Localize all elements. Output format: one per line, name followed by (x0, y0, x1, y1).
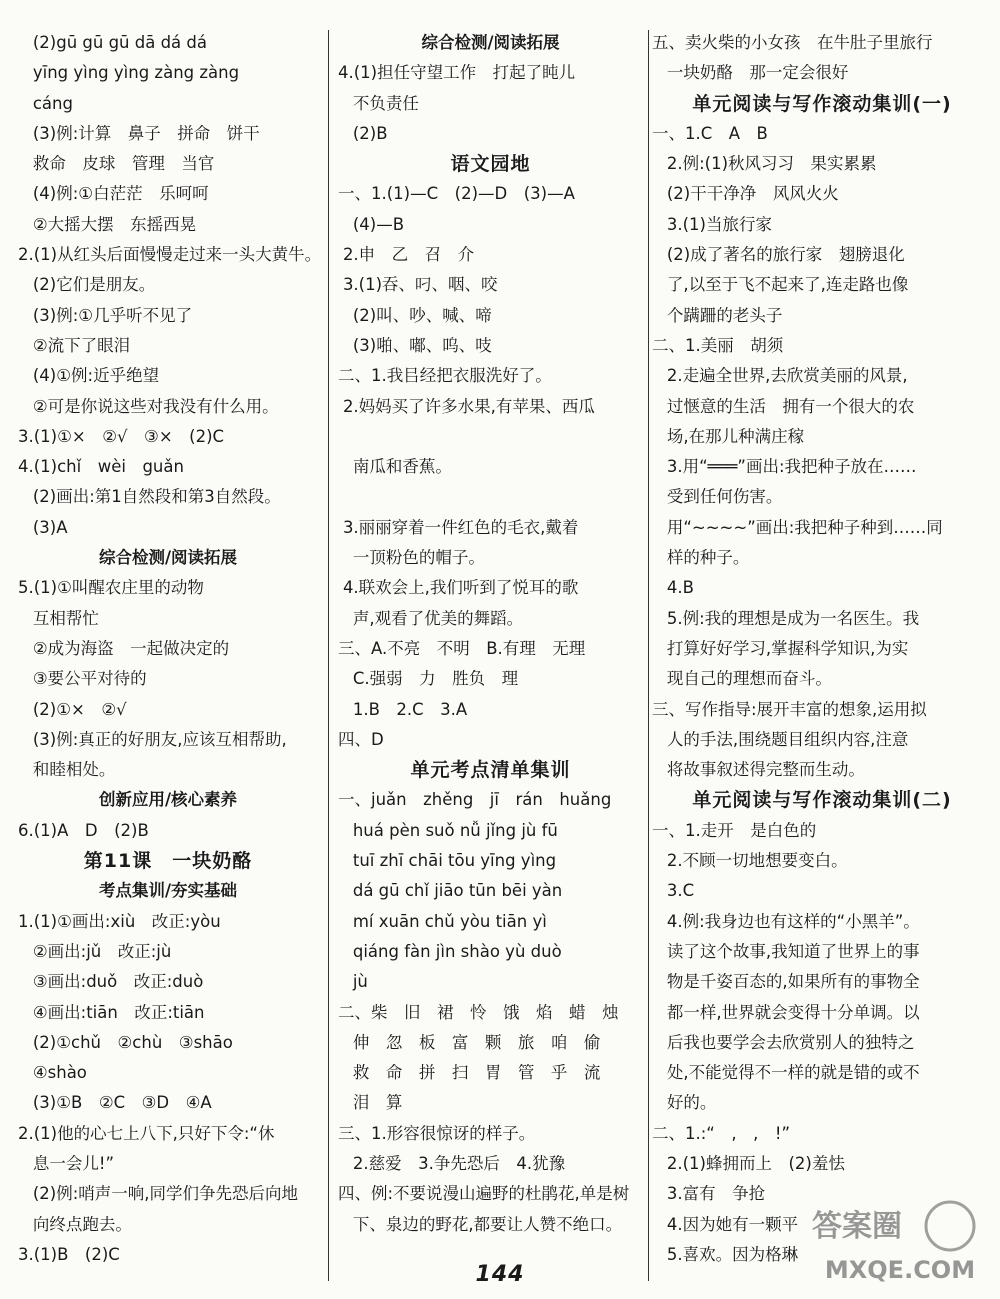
section-heading: 综合检测/阅读拓展 (421, 33, 560, 52)
answer-line: (2)画出:第1自然段和第3自然段。 (32, 487, 281, 507)
answer-line: 打算好好学习,掌握科学知识,为实 (666, 638, 909, 658)
answer-line: 3.(1)吞、叼、咽、咬 (342, 275, 498, 295)
answer-line: (3)①B ②C ③D ④A (32, 1093, 212, 1113)
answer-line: 二、1.:“ , , !” (652, 1123, 791, 1143)
answer-line: ②画出:jǔ 改正:jù (32, 941, 172, 961)
answer-line: (3)啪、嘟、呜、吱 (352, 335, 492, 355)
answer-line: 将故事叙述得完整而生动。 (666, 760, 865, 780)
answer-line: (2)它们是朋友。 (32, 275, 156, 295)
answer-line: 人的手法,围绕题目组织内容,注意 (666, 729, 909, 749)
answer-line: dá gū chǐ jiāo tūn bēi yàn (352, 881, 563, 901)
answer-line: 2.(1)蜂拥而上 (2)羞怯 (666, 1153, 845, 1173)
answer-line: 二、1.美丽 胡须 (652, 335, 784, 355)
answer-line: 一顶粉色的帽子。 (352, 548, 485, 568)
answer-line: (2)成了著名的旅行家 翅膀退化 (666, 245, 905, 265)
answer-line: huá pèn suǒ nǚ jǐng jù fū (352, 820, 558, 840)
answer-line: 2.不顾一切地想要变白。 (666, 851, 848, 871)
section-title: 单元阅读与写作滚动集训(一) (692, 92, 952, 115)
answer-line: 二、1.我㠯经把衣服洗好了。 (338, 366, 552, 386)
answer-line: ④画出:tiān 改正:tiān (32, 1002, 205, 1022)
answer-line: 互相帮忙 (32, 608, 99, 628)
answer-line: (2)①chǔ ②chù ③shāo (32, 1032, 233, 1052)
answer-line: ②流下了眼泪 (32, 335, 131, 355)
answer-line: 救命 皮球 管理 当官 (32, 154, 215, 174)
section-title: 语文园地 (450, 153, 531, 176)
answer-line: 四、例:不要说漫山遍野的杜鹃花,单是树 (338, 1184, 630, 1204)
answer-line: 用“~~~~”画出:我把种子种到……同 (666, 517, 943, 537)
answer-line: (2)叫、吵、喊、啼 (352, 305, 492, 325)
answer-line: 5.例:我的理想是成为一名医生。我 (666, 608, 920, 628)
answer-line: 3.富有 争抢 (666, 1184, 766, 1204)
answer-line: 4.例:我身边也有这样的“小黑羊”。 (666, 911, 920, 931)
answer-line: 三、1.形容很惊讶的样子。 (338, 1123, 536, 1143)
answer-line: 5.喜欢。因为格琳 (666, 1244, 799, 1264)
answer-line: 一、1.C A B (652, 123, 768, 143)
answer-line: 声,观看了优美的舞蹈。 (352, 608, 524, 628)
answer-line: 过惬意的生活 拥有一个很大的农 (666, 396, 915, 416)
answer-line: 3.(1)当旅行家 (666, 214, 772, 234)
answer-line: 一、juǎn zhěng jī rán huǎng (338, 790, 612, 810)
answer-line: 三、写作指导:展开丰富的想象,运用拟 (652, 699, 927, 719)
page-number: 144 (475, 1262, 525, 1287)
answer-line: 2.例:(1)秋风习习 果实累累 (666, 154, 877, 174)
answer-line: 救 命 拼 扫 胃 管 乎 流 (352, 1063, 601, 1083)
answer-line: 五、卖火柴的小女孩 在牛肚子里旅行 (652, 33, 933, 52)
answer-line: (3)例:真正的好朋友,应该互相帮助, (32, 729, 287, 749)
answer-line: 一、1.走开 是白色的 (652, 820, 817, 840)
answer-line: 好的。 (666, 1093, 717, 1113)
answer-line: 现自己的理想而奋斗。 (666, 669, 832, 689)
answer-line: ②大摇大摆 东摇西晃 (32, 214, 197, 234)
svg-text:答案圈: 答案圈 (812, 1209, 902, 1244)
answer-line: (2)B (352, 123, 388, 143)
answer-line: 2.妈妈买了许多水果,有苹果、西瓜 (342, 396, 595, 416)
section-title: 单元考点清单集训 (410, 759, 571, 782)
answer-line: (3)例:计算 鼻子 拼命 饼干 (32, 123, 260, 143)
answer-line: ②成为海盗 一起做决定的 (32, 638, 230, 658)
answer-line: mí xuān chǔ yòu tiān yì (352, 911, 547, 931)
answer-line: 2.慈爱 3.争先恐后 4.犹豫 (352, 1153, 566, 1173)
answer-line: cáng (32, 93, 73, 113)
answer-line: 处,不能觉得不一样的就是错的或不 (666, 1063, 920, 1083)
answer-line: 四、D (338, 729, 384, 749)
answer-line: 6.(1)A D (2)B (18, 820, 149, 840)
answer-line: qiáng fàn jìn shào yù duò (352, 941, 562, 961)
answer-line (338, 422, 643, 452)
section-heading: 创新应用/核心素养 (98, 790, 238, 810)
answer-line: 三、A.不亮 不明 B.有理 无理 (338, 638, 586, 658)
answer-line: 4.(1)chǐ wèi guǎn (18, 457, 184, 477)
answer-line: 2.走遍全世界,去欣赏美丽的风景, (666, 366, 908, 386)
answer-line: ②可是你说这些对我没有什么用。 (32, 396, 279, 416)
section-title: 单元阅读与写作滚动集训(二) (692, 789, 952, 812)
answer-line: (2)gū gū gū dā dá dá (32, 33, 207, 52)
answer-line: 3.用“═══”画出:我把种子放在…… (666, 457, 917, 477)
answer-line: 个蹒跚的老头子 (666, 305, 783, 325)
answer-line: 南瓜和香蕉。 (352, 457, 452, 477)
answer-line: (2)例:哨声一响,同学们争先恐后向地 (32, 1184, 299, 1204)
answer-line: 都一样,世界就会变得十分单调。以 (666, 1002, 920, 1022)
answer-line: jù (352, 972, 368, 992)
svg-text:MXQE.COM: MXQE.COM (824, 1256, 976, 1284)
answer-line: (4)例:①白茫茫 乐呵呵 (32, 184, 209, 204)
answer-line: 4.因为她有一颗平 (666, 1214, 799, 1234)
answer-line: tuī zhī chāi tōu yīng yìng (352, 851, 557, 871)
answer-line: ③画出:duǒ 改正:duò (32, 972, 204, 992)
watermark-logo (800, 1196, 992, 1292)
answer-line: 泪 算 (352, 1093, 403, 1113)
section-title: 第11课 一块奶酪 (83, 850, 253, 873)
answer-column-right (652, 28, 992, 1270)
answer-line: 2.(1)从红头后面慢慢走过来一头大黄牛。 (18, 245, 322, 265)
answer-line: (2)①× ②√ (32, 699, 127, 719)
answer-column-middle (338, 28, 643, 1240)
answer-line: (3)例:①几乎听不见了 (32, 305, 193, 325)
answer-line: (2)干干净净 风风火火 (666, 184, 839, 204)
section-heading: 考点集训/夯实基础 (98, 881, 238, 901)
answer-line: ③要公平对待的 (32, 669, 147, 689)
answer-line: 2.申 乙 召 介 (342, 245, 475, 265)
answer-line: 读了这个故事,我知道了世界上的事 (666, 941, 920, 961)
column-divider (328, 30, 329, 1281)
answer-line: 3.(1)B (2)C (18, 1244, 120, 1264)
answer-line: 后我也要学会去欣赏别人的独特之 (666, 1032, 915, 1052)
answer-line: 5.(1)①叫醒农庄里的动物 (18, 578, 204, 598)
answer-line: (4)—B (352, 214, 405, 234)
answer-line: 4.联欢会上,我们听到了悦耳的歌 (342, 578, 579, 598)
answer-line: 2.(1)他的心七上八下,只好下令:“休 (18, 1123, 275, 1143)
answer-line: 受到任何伤害。 (666, 487, 783, 507)
answer-line: 一块奶酪 那一定会很好 (666, 63, 849, 83)
answer-line: 二、柴 旧 裙 怜 饿 焰 蜡 烛 (338, 1002, 619, 1022)
answer-line: yīng yìng yìng zàng zàng (32, 63, 240, 83)
answer-line: ④shào (32, 1063, 87, 1083)
answer-line (338, 482, 643, 512)
answer-line: 不负责任 (352, 93, 419, 113)
answer-line: 3.C (666, 881, 695, 901)
answer-line: 和睦相处。 (32, 760, 116, 780)
answer-line: 场,在那儿种满庄稼 (666, 426, 805, 446)
section-heading: 综合检测/阅读拓展 (98, 548, 238, 568)
answer-line: 3.丽丽穿着一件红色的毛衣,戴着 (342, 517, 579, 537)
answer-line: 1.(1)①画出:xiù 改正:yòu (18, 911, 221, 931)
answer-line: 物是千姿百态的,如果所有的事物全 (666, 972, 920, 992)
answer-line: 4.B (666, 578, 694, 598)
column-divider (648, 30, 649, 1281)
answer-line: 了,以至于飞不起来了,连走路也像 (666, 275, 909, 295)
answer-line: 样的种子。 (666, 548, 750, 568)
answer-column-left (18, 28, 322, 1270)
answer-line: 息一会儿!” (32, 1153, 115, 1173)
answer-line: (3)A (32, 517, 68, 537)
answer-line: 4.(1)担任守望工作 打起了盹儿 (338, 63, 576, 83)
answer-line: 3.(1)①× ②√ ③× (2)C (18, 426, 225, 446)
answer-line: 一、1.(1)—C (2)—D (3)—A (338, 184, 575, 204)
answer-line: 伸 忽 板 富 颗 旅 咱 偷 (352, 1032, 601, 1052)
answer-line: 下、泉边的野花,都要让人赞不绝口。 (352, 1214, 623, 1234)
answer-line: 向终点跑去。 (32, 1214, 132, 1234)
answer-line: (4)①例:近乎绝望 (32, 366, 160, 386)
answer-line: C.强弱 力 胜负 理 (352, 669, 519, 689)
answer-line: 1.B 2.C 3.A (352, 699, 468, 719)
